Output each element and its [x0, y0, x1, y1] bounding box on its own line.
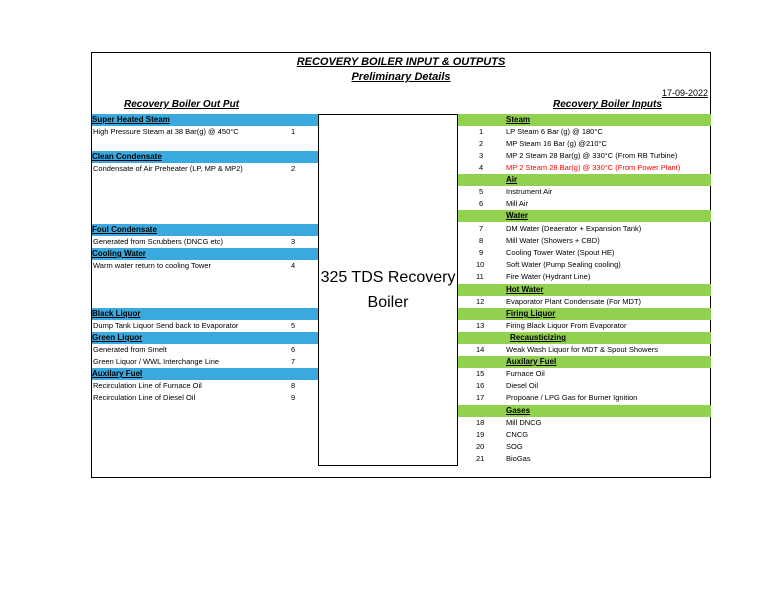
section-header: Green Liquor — [92, 332, 318, 344]
output-item: Recirculation Line of Furnace Oil — [93, 381, 202, 390]
input-number: 19 — [476, 430, 485, 439]
input-item: Furnace Oil — [506, 369, 545, 378]
input-item: BioGas — [506, 454, 531, 463]
output-number: 8 — [291, 381, 296, 390]
output-number: 4 — [291, 261, 296, 270]
section-header: Super Heated Steam — [92, 114, 318, 126]
section-header: Air — [458, 174, 711, 186]
input-item: Soft Water (Pump Sealing cooling) — [506, 260, 621, 269]
input-item: Propoane / LPG Gas for Burner Ignition — [506, 393, 638, 402]
section-header: Steam — [458, 114, 711, 126]
inputs-heading: Recovery Boiler Inputs — [553, 99, 662, 110]
input-number: 9 — [479, 248, 484, 257]
input-number: 17 — [476, 393, 485, 402]
input-number: 1 — [479, 127, 484, 136]
section-header: Foul Condensate — [92, 224, 318, 236]
input-item: Fire Water (Hydrant Line) — [506, 272, 591, 281]
input-item: SOG — [506, 442, 523, 451]
section-header: Auxilary Fuel — [458, 356, 711, 368]
input-number: 3 — [479, 151, 484, 160]
section-header: Cooling Water — [92, 248, 318, 260]
boiler-label-line1: 325 TDS Recovery — [320, 269, 456, 286]
output-number: 7 — [291, 357, 296, 366]
input-number: 6 — [479, 199, 484, 208]
output-item: Generated from Scrubbers (DNCG etc) — [93, 237, 224, 246]
input-item: Mill Air — [506, 199, 529, 208]
input-number: 11 — [476, 272, 484, 281]
input-number: 7 — [479, 224, 484, 233]
input-number: 8 — [479, 236, 484, 245]
output-number: 2 — [291, 164, 296, 173]
input-item: Mill DNCG — [506, 418, 542, 427]
output-number: 3 — [291, 237, 296, 246]
input-item: CNCG — [506, 430, 529, 439]
input-number: 20 — [476, 442, 485, 451]
report-frame — [91, 52, 711, 478]
section-header: Firing Liquor — [458, 308, 711, 320]
report-subtitle: Preliminary Details — [351, 71, 451, 83]
input-number: 12 — [476, 297, 485, 306]
output-number: 6 — [291, 345, 296, 354]
report-date: 17-09-2022 — [661, 88, 708, 98]
input-number: 18 — [476, 418, 485, 427]
boiler-label-line2: Boiler — [367, 294, 409, 311]
output-item: Condensate of Air Preheater (LP, MP & MP2) — [93, 164, 243, 173]
input-item-highlight: MP 2 Steam 28 Bar(g) @ 330°C (From Power Plant) — [506, 163, 681, 172]
section-header: Recausticizing — [458, 332, 711, 344]
input-item: Diesel Oil — [506, 381, 539, 390]
input-item: MP Steam 16 Bar (g) @210°C — [506, 139, 607, 148]
input-number: 15 — [476, 369, 485, 378]
output-item: Dump Tank Liquor Send back to Evaporator — [93, 321, 239, 330]
input-number: 2 — [479, 139, 484, 148]
output-number: 9 — [291, 393, 296, 402]
outputs-heading: Recovery Boiler Out Put — [124, 99, 240, 110]
section-header: Auxilary Fuel — [92, 368, 318, 380]
boiler-box — [318, 114, 458, 466]
input-number: 5 — [479, 187, 484, 196]
output-item: High Pressure Steam at 38 Bar(g) @ 450°C — [93, 127, 239, 136]
input-item: LP Steam 6 Bar (g) @ 180°C — [506, 127, 603, 136]
output-number: 5 — [291, 321, 296, 330]
output-item: Generated from Smelt — [93, 345, 167, 354]
output-item: Green Liquor / WWL Interchange Line — [93, 357, 220, 366]
section-header: Black Liquor — [92, 308, 318, 320]
input-item: Firing Black Liquor From Evaporator — [506, 321, 627, 330]
section-header: Gases — [458, 405, 711, 417]
input-number: 10 — [476, 260, 485, 269]
input-number: 4 — [479, 163, 484, 172]
input-item: Weak Wash Liquor for MDT & Spout Showers — [506, 345, 659, 354]
input-item: Instrument Air — [506, 187, 553, 196]
report-title: RECOVERY BOILER INPUT & OUTPUTS — [296, 56, 506, 68]
input-number: 13 — [476, 321, 485, 330]
output-number: 1 — [291, 127, 296, 136]
section-header: Hot Water — [458, 284, 711, 296]
output-item: Warm water return to cooling Tower — [93, 261, 211, 270]
input-item: DM Water (Deaerator + Expansion Tank) — [506, 224, 642, 233]
section-header: Clean Condensate — [92, 151, 318, 163]
input-number: 16 — [476, 381, 485, 390]
input-number: 21 — [476, 454, 485, 463]
input-item: Mill Water (Showers + CBD) — [506, 236, 600, 245]
section-header: Water — [458, 210, 711, 222]
input-item: MP 2 Steam 28 Bar(g) @ 330°C (From RB Turbine) — [506, 151, 678, 160]
input-number: 14 — [476, 345, 485, 354]
input-item: Evaporator Plant Condensate (For MDT) — [506, 297, 642, 306]
output-item: Recirculation Line of Diesel Oil — [93, 393, 196, 402]
input-item: Cooling Tower Water (Spout HE) — [506, 248, 615, 257]
